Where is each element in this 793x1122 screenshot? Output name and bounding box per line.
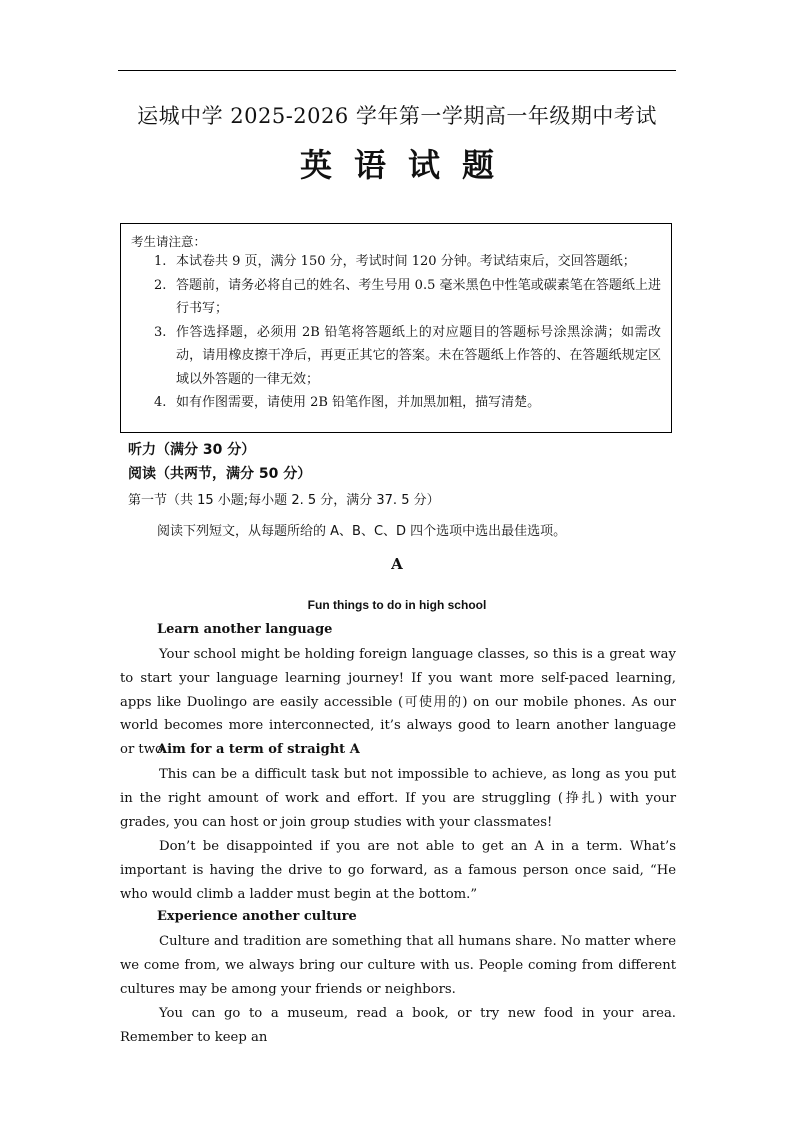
top-rule — [118, 70, 676, 71]
reading-heading: 阅读（共两节，满分 50 分） — [128, 466, 312, 482]
subheading-language: Learn another language — [157, 622, 333, 637]
passage-title: Fun things to do in high school — [307, 598, 487, 612]
notice-number: 3. — [154, 324, 167, 340]
paragraph: Your school might be holding foreign language classes, so this is a great way to start your language learning journey! If you want more self-paced learning, apps like Duolingo are easily accessible (可使用的) on our mobile phones. As our world becomes more interconnected, it’s always good to learn another language or two. — [120, 647, 676, 758]
exam-title: 运城中学 2025-2026 学年第一学期高一年级期中考试 — [137, 104, 657, 128]
notice-text: 答题前，请务必将自己的姓名、考生号用 0.5 毫米黑色中性笔或碳素笔在答题纸上进行书写； — [176, 277, 661, 316]
notice-item — [121, 274, 671, 321]
notice-text: 作答选择题，必须用 2B 铅笔将答题纸上的对应题目的答题标号涂黑涂满；如需改动，请用橡皮擦干净后，再更正其它的答案。未在答题纸上作答的、在答题纸规定区域以外答题的一律无效； — [176, 324, 661, 387]
paragraph: You can go to a museum, read a book, or try new food in your area. Remember to keep an — [120, 1006, 676, 1045]
passage-letter: A — [391, 555, 403, 573]
notice-number: 4. — [154, 395, 167, 410]
paragraph: This can be a difficult task but not impossible to achieve, as long as you put in the right amount of work and effort. If you are struggling (挣扎) with your grades, you can host or join group studies with your classmates! — [120, 767, 676, 830]
notice-title: 考生请注意： — [131, 234, 207, 249]
notice-box — [120, 223, 672, 433]
notice-text: 本试卷共 9 页，满分 150 分，考试时间 120 分钟。考试结束后，交回答题纸； — [176, 254, 636, 269]
reading-instruction: 阅读下列短文，从每题所给的 A、B、C、D 四个选项中选出最佳选项。 — [157, 524, 567, 539]
notice-number: 2. — [154, 277, 167, 293]
listening-heading: 听力（满分 30 分） — [128, 442, 256, 458]
notice-item — [121, 321, 671, 392]
notice-list — [121, 250, 671, 415]
part-one-heading: 第一节（共 15 小题;每小题 2. 5 分，满分 37. 5 分） — [128, 493, 440, 508]
subheading-straight-a: Aim for a term of straight A — [157, 742, 360, 757]
notice-text: 如有作图需要，请使用 2B 铅笔作图，并加黑加粗，描写清楚。 — [176, 395, 541, 410]
subject-title: 英语试题 — [299, 146, 516, 184]
notice-item — [121, 391, 671, 415]
paragraph: Don’t be disappointed if you are not able to get an A in a term. What’s important is having the drive to go forward, as a famous person once said, “He who would climb a ladder must begin at the bottom.” — [120, 839, 676, 902]
subheading-culture: Experience another culture — [157, 909, 357, 924]
paragraph: Culture and tradition are something that all humans share. No matter where we come from, we always bring our culture with us. People coming from different cultures may be among your friends or neighbors. — [120, 934, 676, 997]
notice-item — [121, 250, 671, 274]
notice-number: 1. — [154, 254, 167, 269]
